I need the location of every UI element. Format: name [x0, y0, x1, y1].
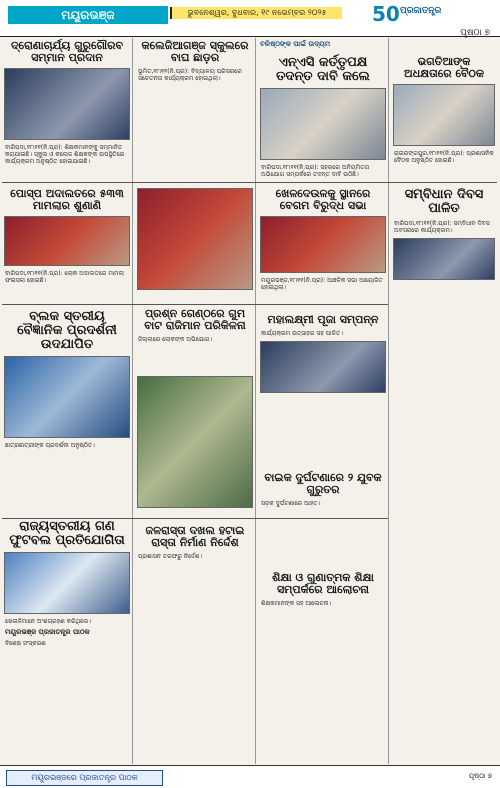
headline: ଦ୍ରୋଣାଚାର୍ଯ୍ୟ ଗୁରୁଗୌରବ ସମ୍ମାନ ପ୍ରଦାନ [10, 39, 123, 64]
body-text: ସଡ଼କ ଦୁର୍ଘଟଣାରେ ଆହତ। [261, 500, 321, 507]
section-title: ମୟୂରଭଞ୍ଜ [8, 6, 168, 24]
column-2 [135, 38, 256, 764]
photo [137, 188, 253, 290]
body-text: ବାରିପଦା,୧୮ା୧୧(ନି.ପ୍ର): ଶିକ୍ଷକମାନଙ୍କୁ ସମ୍ମାନିତ କରାଯାଇଛି। ସ୍କୁଲ ଓ କଲେଜ ଶିକ୍ଷକଙ୍କ ଉପସ୍ଥିତିରେ କାର୍ଯ୍ୟକ୍ରମ ଅନୁଷ୍ଠିତ ହୋଇଯାଇଛି। [5, 144, 127, 165]
subhead: ମୟୂରଭଞ୍ଜ ପ୍ରଜାତନ୍ତ୍ର ପାଠକ [5, 628, 90, 636]
body-text: ଭୂମିତ,୧୮ା୧୧(ନି.ପ୍ର): ବିଦ୍ୟାଳୟ ପରିସରରେ ସଚେତନତା କାର୍ଯ୍ୟକ୍ରମ ହୋଇଥିଲା। [138, 68, 244, 82]
footer-brand: ମୟୂରଭଞ୍ଜରେ ପ୍ରଜାତନ୍ତ୍ର ପାଠକ [6, 770, 163, 786]
headline: ଏନ୍ଏସି କର୍ତ୍ତୃପକ୍ଷ ତଦନ୍ତ ଦାବି କଲେ [276, 55, 370, 84]
story-s2 [135, 38, 255, 178]
body-text: ପ୍ରଶାସନ ତରଫରୁ ନିର୍ଦ୍ଦେଶ। [138, 553, 203, 560]
photo [393, 84, 495, 146]
headline: ସମ୍ବିଧାନ ଦିବସ ପାଳିତ [404, 187, 484, 216]
story-s1 [2, 38, 132, 178]
story-s8 [135, 306, 255, 366]
photo [4, 68, 130, 140]
photo [137, 376, 253, 508]
body-text: ଛାତ୍ରଛାତ୍ରୀଙ୍କ ପ୍ରଦର୍ଶନୀ ଅନୁଷ୍ଠିତ। [5, 442, 95, 449]
divider [2, 518, 388, 519]
headline: ମହାଲକ୍ଷ୍ମୀ ପୂଜା ସମ୍ପନ୍ନ [267, 313, 379, 326]
story-s10 [2, 308, 132, 508]
headline: ଶିକ୍ଷା ଓ ଗୁଣାତ୍ମକ ଶିକ୍ଷା ସମ୍ପର୍କରେ ଆଲୋଚନା [272, 571, 374, 596]
column-1 [2, 38, 133, 764]
headline: କଲେଜିଆଗଞ୍ଜ ସ୍କୁଲରେ ବାଘ ଛାଡ଼ର [141, 39, 249, 64]
body-text: ବାରିପଦା,୧୮ା୧୧(ନି.ପ୍ର): ସହରରେ ଅନିୟମିତତା ଅଭିଯୋଗ ସମ୍ପର୍କରେ ତଦନ୍ତ ଦାବି ଉଠିଛି। [261, 164, 372, 178]
photo [4, 356, 130, 438]
body-text: ବାରିପଦା,୧୮ା୧୧(ନି.ପ୍ର): ସମ୍ବିଧାନ ଦିବସ ଅବସରରେ କାର୍ଯ୍ୟକ୍ରମ। [394, 220, 492, 234]
body-text: କାର୍ଯ୍ୟକ୍ରମ ଉତ୍ସାହର ସହ ପାଳିତ। [261, 330, 343, 337]
story-s14 [258, 570, 388, 754]
story-s6-photo [135, 186, 255, 296]
photo [260, 341, 386, 393]
story-s3 [258, 54, 388, 178]
headline: ପ୍ରଶ୍ନ ଗେଣ୍ଠରେ ଗୁମ ବାଟ ରାଜିମାନ ପରିକିଳନା [144, 307, 246, 332]
photo [260, 216, 386, 273]
story-s10-photo [135, 374, 255, 514]
headline: ରାଜ୍ୟସ୍ତରୀୟ ଗଣ ଫୁଟବଲ ପ୍ରତିଯୋଗିତା [9, 519, 125, 548]
body-text: ମୟୂରଭଞ୍ଜ,୧୮ା୧୧(ନି.ପ୍ର): ଆଞ୍ଚଳିକ ସଭା ଆୟୋଜିତ ହୋଇଥିଲା। [261, 277, 385, 291]
body-text: ରାଇରଙ୍ଗପୁର,୧୮ା୧୧(ନି.ପ୍ର): ପ୍ରଶାସନିକ ବୈଠକ ଅନୁଷ୍ଠିତ ହୋଇଛି। [394, 150, 496, 164]
story-s5 [2, 186, 132, 298]
page-number: ପୃଷ୍ଠା ୭ [460, 28, 490, 38]
divider [2, 304, 388, 305]
story-s4 [391, 54, 497, 178]
photo [4, 552, 130, 614]
logo-number: 50 [372, 2, 400, 26]
body-text: ବାରିପଦା,୧୮ା୧୧(ନି.ପ୍ର): ଲୋକ ଅଦାଲତରେ ମାମଲା ଫଇସଲା ହୋଇଛି। [5, 270, 126, 284]
body-text: ଜିଲ୍ଲାରେ ଲୋକଙ୍କ ଅଭିଯୋଗ। [138, 336, 213, 343]
photo [393, 238, 495, 280]
masthead [0, 0, 500, 37]
headline: ଖେଳଦେଉଳକୁ ସ୍ଥାନରେ ବେଗମ ବିରୁଦ୍ଧ ସଭା [275, 187, 371, 212]
body-text: ଖେଳାଳିମାନେ ଅଂଶଗ୍ରହଣ କରିଥିଲେ। [5, 618, 92, 625]
story-s6 [258, 186, 388, 304]
headline: ବ୍ଲକ ସ୍ତରୀୟ ବୈଜ୍ଞାନିକ ପ୍ରଦର୍ଶନୀ ଉଦଯାପିତ [17, 309, 117, 352]
logo [372, 2, 492, 26]
body-text: ଶିକ୍ଷକମାନଙ୍କ ସହ ଆଲୋଚନା। [261, 600, 332, 607]
body-text: ବିଶେଷ ସଂସ୍କରଣ [5, 640, 46, 647]
date-line: ଭୁବନେଶ୍ୱର, ବୁଧବାର, ୧୯ ନଭେମ୍ବର ୨୦୨୫ [170, 7, 342, 19]
column-3 [258, 38, 389, 764]
photo [260, 88, 386, 160]
story-s7 [391, 186, 497, 396]
divider [2, 182, 497, 183]
footer-page: ପୃଷ୍ଠା ୭ [468, 772, 492, 780]
tagline: ବରିଷ୍ଠଙ୍କ ପାଇଁ ଉଦ୍ୟମ [260, 40, 331, 48]
headline: ଭଗତିଆଙ୍କ ଅଧକ୍ଷତାରେ ବୈଠକ [404, 55, 484, 80]
story-s9 [258, 312, 388, 462]
headline: ବାଇକ ଦୁର୍ଘଟଣାରେ ୨ ଯୁବକ ଗୁରୁତର [264, 471, 382, 496]
story-s13 [135, 523, 255, 753]
footer [0, 765, 500, 788]
column-4 [391, 38, 497, 764]
photo [4, 216, 130, 266]
story-s12 [2, 518, 132, 754]
headline: ଜଳରାସ୍ତା ଦଖଲ ହଟାଇ ରାସ୍ତା ନିର୍ମାଣ ନିର୍ଦ୍ଦେଶ [145, 524, 245, 549]
headline: ପୋସ୍‌ପ ଅଦାଲତରେ ୫୩୩ ମାମଲାର ଶୁଣାଣି [10, 187, 124, 212]
logo-name: ପ୍ରଜାତନ୍ତ୍ର [400, 6, 442, 16]
story-s11 [258, 470, 388, 560]
